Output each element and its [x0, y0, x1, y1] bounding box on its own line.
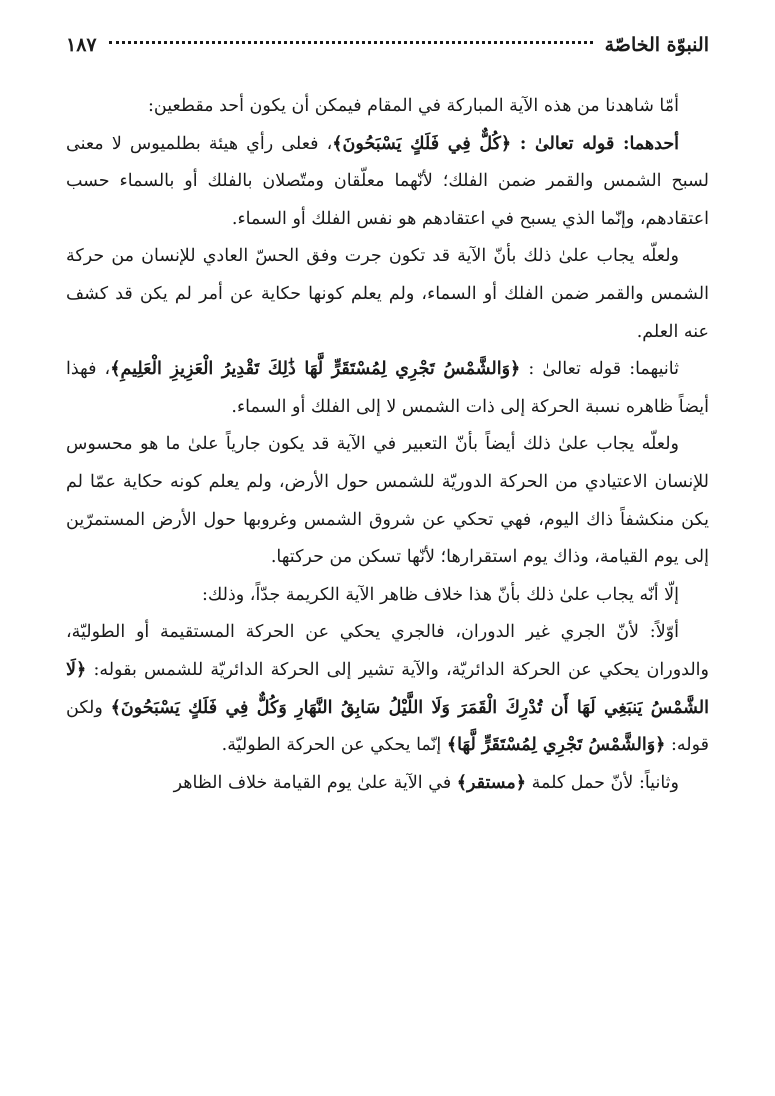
running-header [66, 28, 709, 62]
section-lead: أحدهما: [614, 133, 679, 154]
chapter-title: النبوّة الخاصّة [604, 34, 709, 56]
quran-verse: ﴿لَا الشَّمْسُ يَنبَغِي لَهَا أَن تُدْرِكَ الْقَمَرَ وَلَا اللَّيْلُ سَابِقُ النَّهَارِ وَكُلٌّ فِي فَلَكٍ يَسْبَحُونَ﴾ [66, 659, 709, 718]
paragraph-second-section [66, 351, 709, 426]
quran-verse: ﴿كُلٌّ فِي فَلَكٍ يَسْبَحُونَ﴾ [332, 133, 512, 154]
paragraph-text: ، فعلى رأي هيئة بطلميوس لا معنى لسبح الشمس والقمر ضمن الفلك؛ لأنّهما معلّقان ومتّصلان بالفلك أو بالسماء حسب اعتقادهم، وإنّما الذي يسبح في اعتقادهم هو نفس الفلك أو السماء. [66, 133, 709, 229]
paragraph-text: ولكن قوله: [66, 697, 709, 756]
paragraph-text: إنّما يحكي عن الحركة الطوليّة. [221, 735, 447, 756]
paragraph-text: إلّا أنّه يجاب علىٰ ذلك بأنّ هذا خلاف ظاهر الآية الكريمة جدّاً، وذلك: [202, 584, 679, 605]
paragraph-answer-one [66, 238, 709, 351]
section-lead: أوّلاً: [639, 622, 679, 643]
paragraph-answer-two [66, 426, 709, 576]
paragraph-text: أمّا شاهدنا من هذه الآية المباركة في المقام فيمكن أن يكون أحد مقطعين: [148, 96, 679, 116]
paragraph-text: ولعلّه يجاب علىٰ ذلك بأنّ الآية قد تكون جرت وفق الحسّ العادي للإنسان من حركة الشمس والقمر ضمن الفلك أو السماء، ولم يعلم كونها حكاية عن أمر لم يكن قد كشف عنه العلم. [66, 246, 709, 342]
paragraph-text: لأنّ الجري غير الدوران، فالجري يحكي عن الحركة المستقيمة أو الطوليّة، والدوران يحكي عن الحركة الدائريّة، والآية تشير إلى الحركة الدائريّة للشمس بقوله: [66, 622, 709, 680]
paragraph-first-section [66, 126, 709, 239]
paragraph-text: ولعلّه يجاب علىٰ ذلك أيضاً بأنّ التعبير في الآية قد يكون جارياً علىٰ ما هو محسوس للإنسان الاعتيادي من الحركة الدوريّة للشمس حول الأرض، ولم يعلم كونه حكاية عمّا لم يكن منكشفاً ذاك اليوم، فهي تحكي عن شروق الشمس وغروبها حول الأرض المستمرّين إلى يوم القيامة، وذاك يوم استقرارها؛ لأنّها تسكن من حركتها. [66, 434, 709, 568]
paragraph-rebuttal [66, 577, 709, 615]
quran-word: ﴿مستقر﴾ [456, 772, 527, 793]
quran-verse: ﴿وَالشَّمْسُ تَجْرِي لِمُسْتَقَرٍّ لَّهَا﴾ [446, 735, 666, 756]
body-text [66, 88, 709, 802]
paragraph-text: في الآية علىٰ يوم القيامة خلاف الظاهر [173, 772, 457, 793]
verse-intro: قوله تعالىٰ : [520, 359, 622, 380]
paragraph-intro [66, 88, 709, 126]
leader-dots [109, 41, 593, 44]
quran-verse: ﴿وَالشَّمْسُ تَجْرِي لِمُسْتَقَرٍّ لَّهَا ذَٰلِكَ تَقْدِيرُ الْعَزِيزِ الْعَلِيمِ﴾ [110, 359, 521, 380]
section-lead: وثانياً: [633, 772, 679, 793]
paragraph-second-reason [66, 765, 709, 803]
page-number: ١٨٧ [66, 34, 97, 56]
section-lead: ثانيهما: [621, 359, 679, 380]
verse-intro: قوله تعالىٰ : [511, 133, 615, 154]
paragraph-first-reason [66, 614, 709, 764]
paragraph-text: ، فهذا أيضاً ظاهره نسبة الحركة إلى ذات الشمس لا إلى الفلك أو السماء. [66, 359, 709, 417]
paragraph-text: لأنّ حمل كلمة [526, 772, 634, 793]
